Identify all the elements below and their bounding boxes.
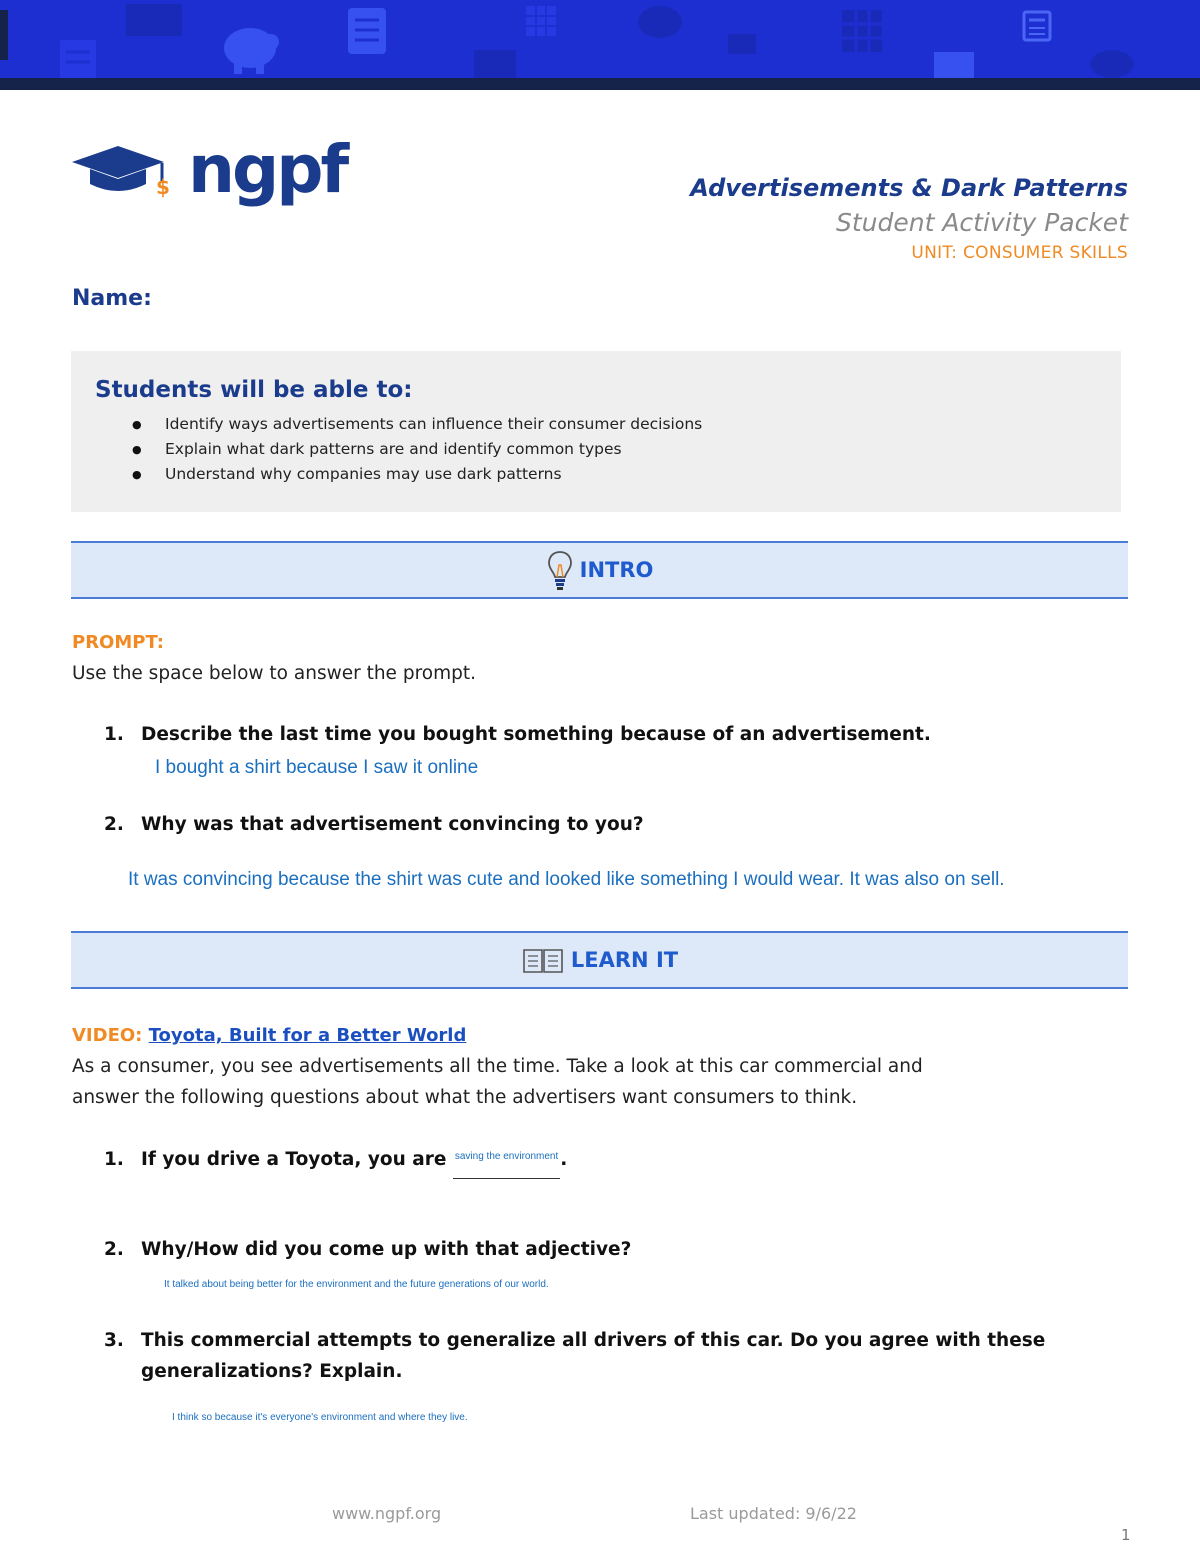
footer-last-updated: Last updated: 9/6/22: [690, 1504, 857, 1523]
list-item: ● Explain what dark patterns are and identify common types: [165, 437, 702, 462]
calculator-icon: [842, 10, 882, 52]
header-banner: [0, 0, 1200, 80]
banner-edge: [0, 10, 8, 60]
blank-answer-text: saving the environment: [454, 1151, 559, 1162]
piggy-bank-icon: [224, 28, 279, 74]
objectives-title: Students will be able to:: [95, 377, 413, 403]
answer-text[interactable]: It was convincing because the shirt was cute and looked like something I would wear. It was also on sell.: [128, 869, 1005, 890]
question-text: Why was that advertisement convincing to you?: [141, 814, 644, 835]
question-number: 2.: [104, 814, 124, 835]
video-link[interactable]: Toyota, Built for a Better World: [148, 1025, 467, 1046]
intro-section-label: INTRO: [579, 558, 654, 582]
document-subtitle: Student Activity Packet: [835, 208, 1128, 237]
question-number: 3.: [104, 1330, 124, 1351]
folder-icon: [728, 34, 756, 54]
question-text-line-1: This commercial attempts to generalize all drivers of this car. Do you agree with these: [141, 1330, 1046, 1351]
answer-text[interactable]: I bought a shirt because I saw it online: [155, 757, 479, 778]
list-item: ● Understand why companies may use dark patterns: [165, 462, 702, 487]
video-heading: [72, 1025, 466, 1046]
name-label: Name:: [72, 286, 152, 311]
document-title: Advertisements & Dark Patterns: [690, 174, 1128, 202]
piggy-bank-icon: [638, 6, 682, 38]
question-number: 1.: [104, 1149, 124, 1170]
objectives-box: [71, 351, 1121, 512]
question-text-part: If you drive a Toyota, you are: [141, 1149, 447, 1170]
video-label: VIDEO:: [72, 1025, 143, 1046]
calculator-icon: [526, 6, 556, 36]
prompt-text: Use the space below to answer the prompt.: [72, 663, 476, 684]
question-number: 1.: [104, 724, 124, 745]
banner-block-icon: [126, 4, 182, 36]
document-icon: [348, 8, 386, 54]
learn-it-section-label: LEARN IT: [570, 948, 679, 972]
prompt-label: PROMPT:: [72, 632, 164, 653]
piggy-bank-icon: [1090, 50, 1134, 78]
question-number: 2.: [104, 1239, 124, 1260]
folder-icon: [934, 52, 974, 80]
ledger-icon: [60, 40, 96, 80]
banner-bottom-bar: [0, 78, 1200, 90]
logo-text: ngpf: [188, 131, 347, 208]
question-text: Why/How did you come up with that adjective?: [141, 1239, 632, 1260]
footer-website[interactable]: www.ngpf.org: [332, 1504, 442, 1523]
list-item: ● Identify ways advertisements can influence their consumer decisions: [165, 412, 702, 437]
blank-answer-field[interactable]: [453, 1144, 560, 1179]
intro-section-header: [71, 541, 1128, 599]
learn-it-section-header: [71, 931, 1128, 989]
banner-pattern: [0, 0, 1200, 80]
lightbulb-icon: [546, 548, 574, 592]
calculator-icon: [1024, 12, 1050, 40]
question-text: Describe the last time you bought something because of an advertisement.: [141, 724, 931, 745]
question-text: [141, 1144, 567, 1179]
question-text-line-2: generalizations? Explain.: [141, 1361, 403, 1382]
svg-text:$: $: [156, 175, 170, 199]
objectives-list: [165, 412, 702, 487]
folder-icon: [474, 50, 516, 80]
answer-text[interactable]: I think so because it's everyone's environment and where they live.: [172, 1412, 468, 1423]
answer-text[interactable]: It talked about being better for the environment and the future generations of our world.: [164, 1279, 549, 1290]
learn-body-line-2: answer the following questions about what the advertisers want consumers to think.: [72, 1087, 858, 1108]
book-icon: [521, 946, 565, 974]
unit-label: UNIT: CONSUMER SKILLS: [911, 243, 1128, 263]
learn-body-line-1: As a consumer, you see advertisements all the time. Take a look at this car commercial and: [72, 1056, 923, 1077]
page-number: 1: [1121, 1526, 1131, 1544]
question-suffix: .: [560, 1149, 568, 1170]
logo-wordmark: [188, 130, 346, 210]
